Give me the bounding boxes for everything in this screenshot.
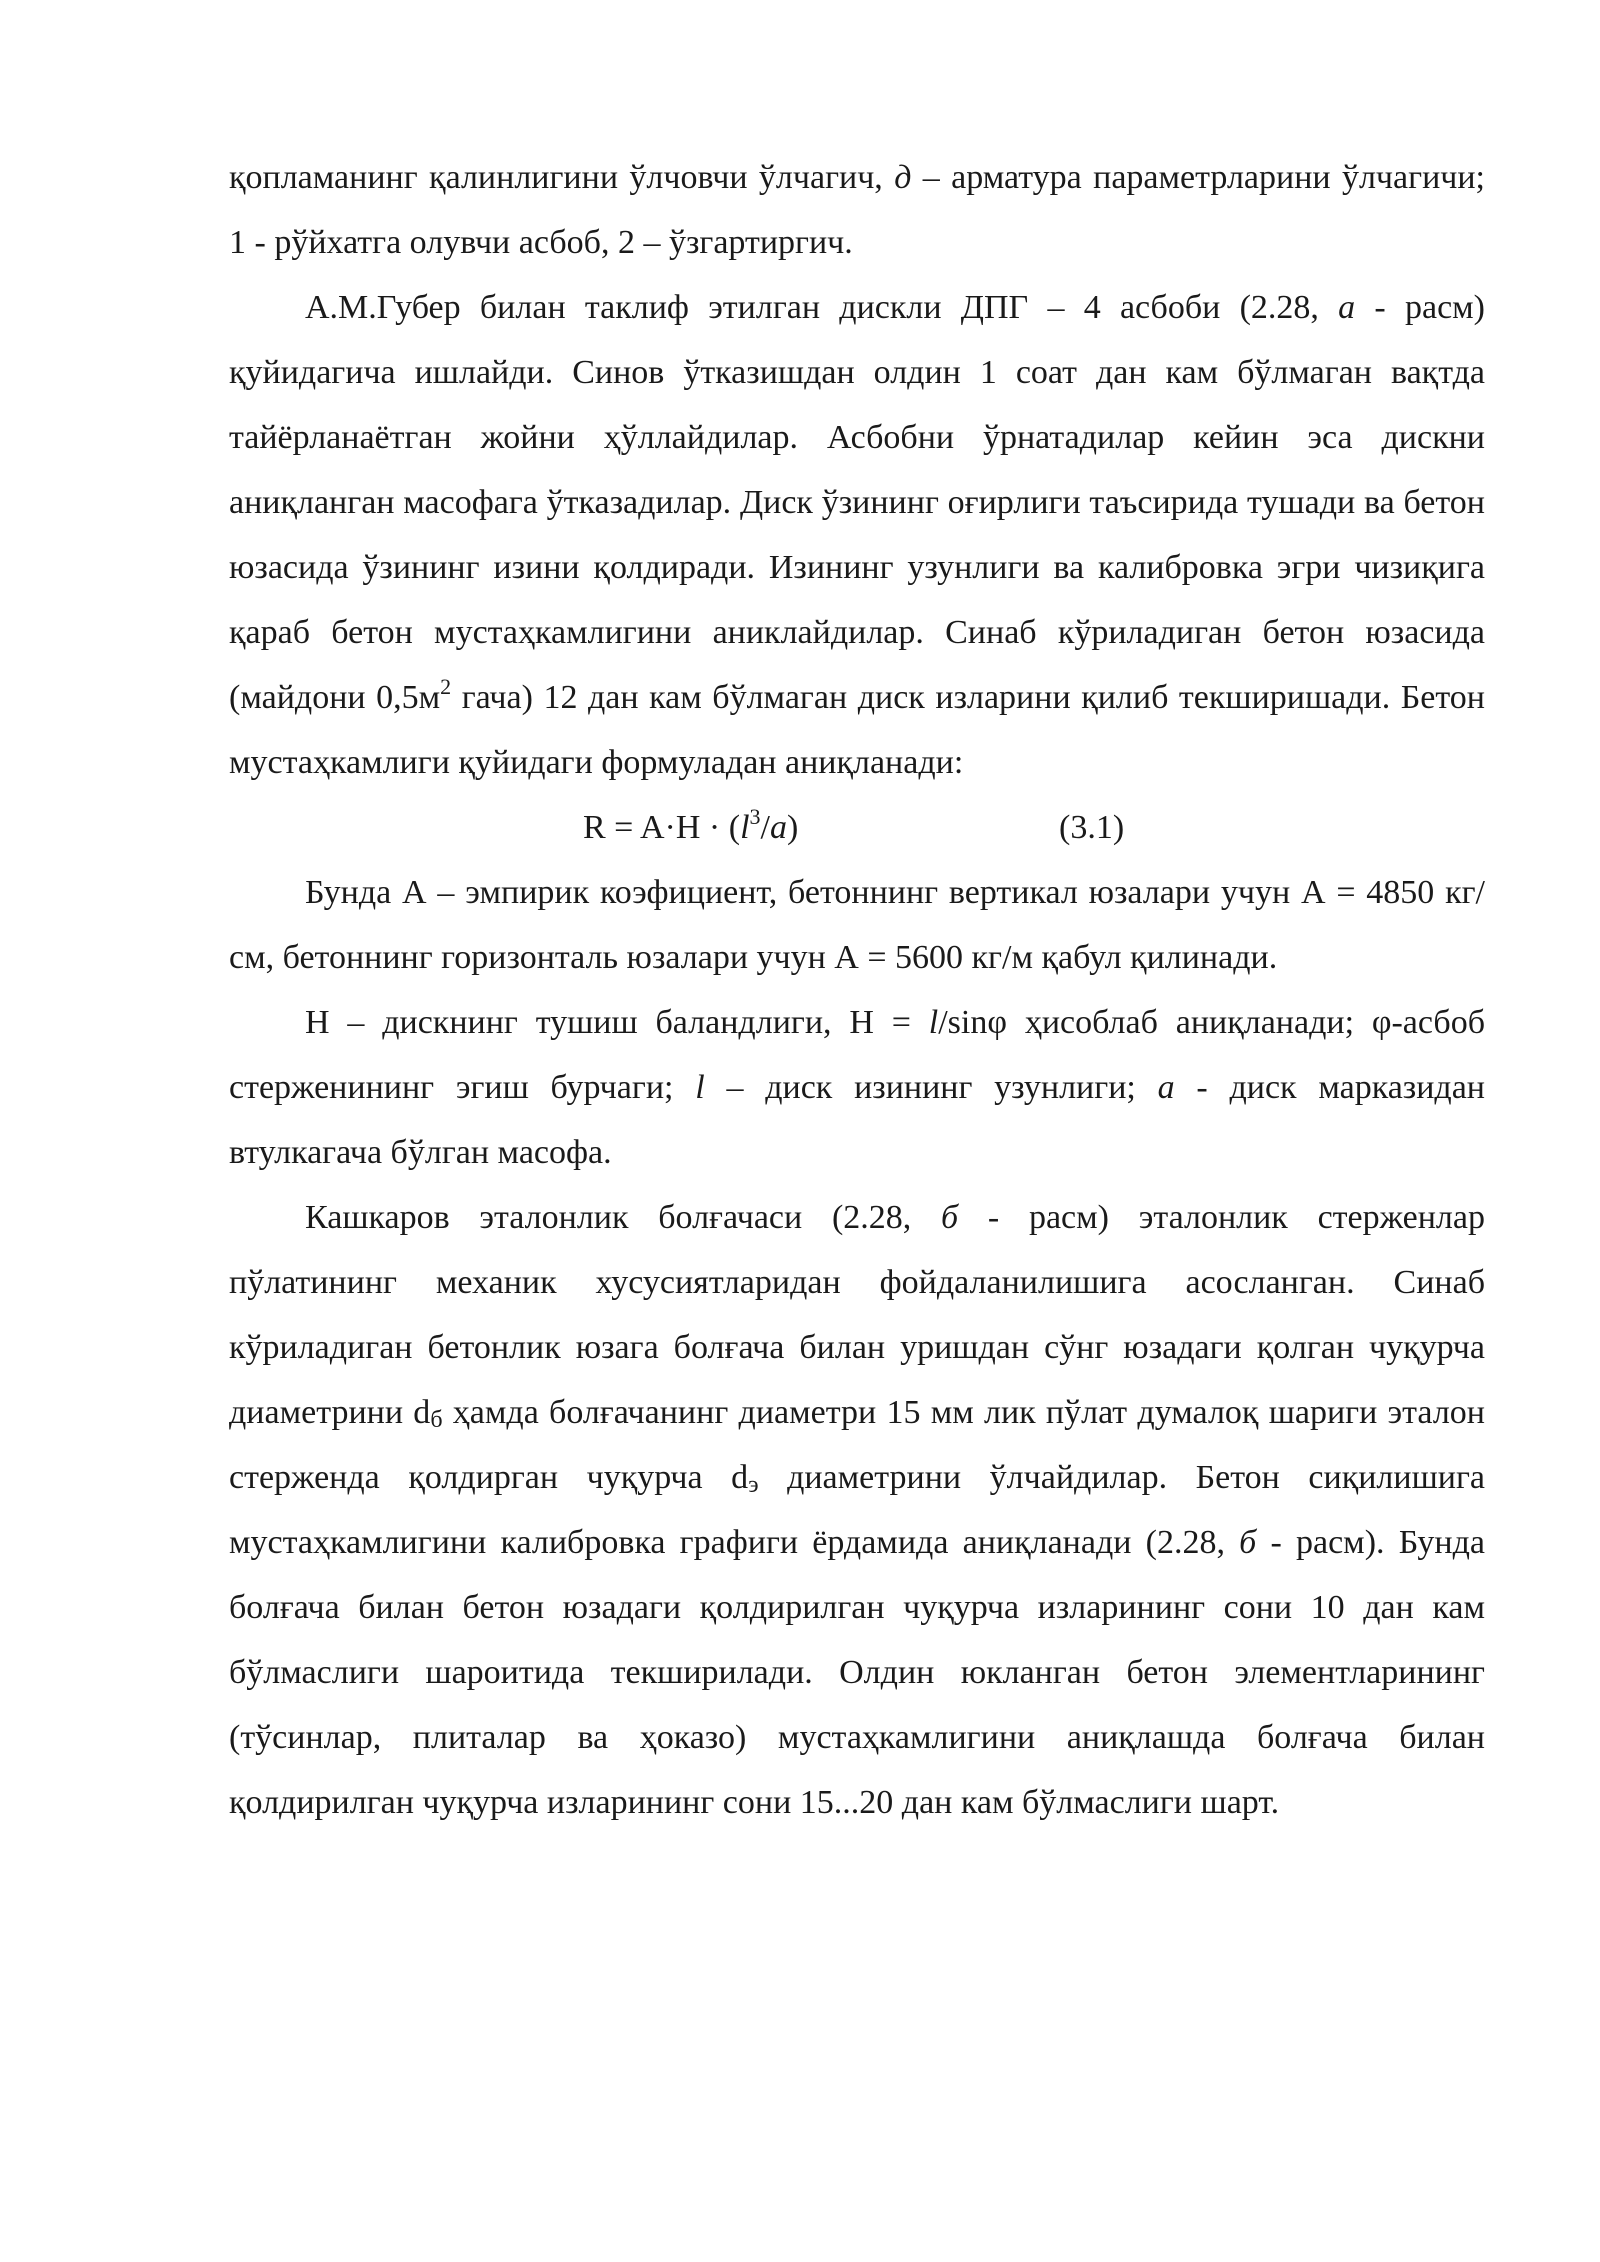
- italic-label-b: б: [941, 1199, 959, 1236]
- text-run: - расм). Бунда болғача билан бетон юзадаги қолдирилган чуқурча изларининг сони 10 дан кам бўлмаслиги шароитида текширилади. Олдин юкланган бетон элементларининг (тўсинлар, плиталар ва ҳоказо) мустаҳкамлигини аниқлашда болғача билан қолдирилган чуқурча изларининг сони 15...20 дан кам бўлмаслиги шарт.: [229, 1524, 1485, 1821]
- paragraph-guber-device: [229, 275, 1485, 795]
- text-run: диаметрини ўлчайдилар. Бетон сиқилишига мустаҳкамлигини калибровка графиги ёрдамида аниқланади (2.28,: [229, 1459, 1486, 1561]
- formula-part: ): [786, 809, 799, 846]
- text-run: - расм) қуйидагича ишлайди. Синов ўтказишдан олдин 1 соат дан кам бўлмаган вақтда тайёрланаётган жойни ҳўллайдилар. Асбобни ўрнатадилар кейин эса дискни аниқланган масофага ўтказадилар. Диск ўзининг оғирлиги таъсирида тушади ва бетон юзасида ўзининг изини қолдиради. Изининг узунлиги ва калибровка эгри чизиқига қараб бетон мустаҳкамлигини аниклайдилар. Синаб кўриладиган бетон юзасида (майдони 0,5м: [229, 289, 1486, 716]
- italic-label-b: б: [1239, 1524, 1257, 1561]
- formula-number: (3.1): [1059, 809, 1125, 846]
- text-run: – диск изининг узунлиги;: [704, 1069, 1158, 1106]
- text-run: А.М.Губер билан таклиф этилган дискли ДПГ – 4 асбоби (2.28,: [305, 289, 1339, 326]
- formula-var-l: l: [740, 809, 750, 846]
- text-run: - расм) эталонлик стерженлар пўлатининг механик хусусиятларидан фойдаланилишига асосланган. Синаб кўриладиган бетонлик юзага болғача билан уришдан сўнг юзадаги қолган чуқурча диаметрини d: [229, 1199, 1485, 1431]
- italic-var-l: l: [928, 1004, 939, 1041]
- formula-superscript: 3: [749, 804, 761, 829]
- text-run: /sinφ ҳисоблаб аниқланади; φ-асбоб стерженининг эгиш бурчаги;: [229, 1004, 1486, 1106]
- text-run: Кашкаров эталонлик болғачаси (2.28,: [305, 1199, 942, 1236]
- formula-part: R = A·H · (: [583, 809, 741, 846]
- formula-part: /: [760, 809, 770, 846]
- paragraph-kashkarov-hammer: [229, 1185, 1485, 1835]
- formula-row: [229, 795, 1485, 860]
- text-run: қопламанинг қалинлигини ўлчовчи ўлчагич,: [229, 159, 895, 196]
- italic-label-d: д: [894, 159, 912, 196]
- paragraph-height: [229, 990, 1485, 1185]
- italic-var-a: а: [1157, 1069, 1175, 1106]
- italic-var-l: l: [695, 1069, 705, 1106]
- formula-var-a: a: [769, 809, 787, 846]
- text-run: ҳамда болғачанинг диаметри 15 мм лик пўлат думалоқ шариги эталон стерженда қолдирган чуқурча d: [229, 1394, 1485, 1496]
- text-run: Н – дискнинг тушиш баландлиги, Н =: [305, 1004, 929, 1041]
- italic-label-a: а: [1338, 289, 1356, 326]
- paragraph-continuation: [229, 145, 1485, 275]
- subscript-b: б: [430, 1407, 443, 1433]
- subscript-e: э: [748, 1472, 759, 1498]
- formula-3-1: [583, 795, 798, 860]
- text-run: - диск марказидан втулкагача бўлган масофа.: [229, 1069, 1485, 1171]
- paragraph-coefficient: Бунда А – эмпирик коэфициент, бетоннинг вертикал юзалари учун А = 4850 кг/см, бетоннинг горизонталь юзалари учун А = 5600 кг/м қабул қилинади.: [229, 874, 1485, 976]
- text-run: – арматура параметрларини ўлчагичи; 1 - рўйхатга олувчи асбоб, 2 – ўзгартиргич.: [229, 159, 1486, 261]
- superscript-2: 2: [440, 674, 452, 699]
- document-page: [229, 145, 1485, 1835]
- text-run: гача) 12 дан кам бўлмаган диск изларини қилиб текширишади. Бетон мустаҳкамлиги қуйидаги формуладан аниқланади:: [229, 679, 1485, 781]
